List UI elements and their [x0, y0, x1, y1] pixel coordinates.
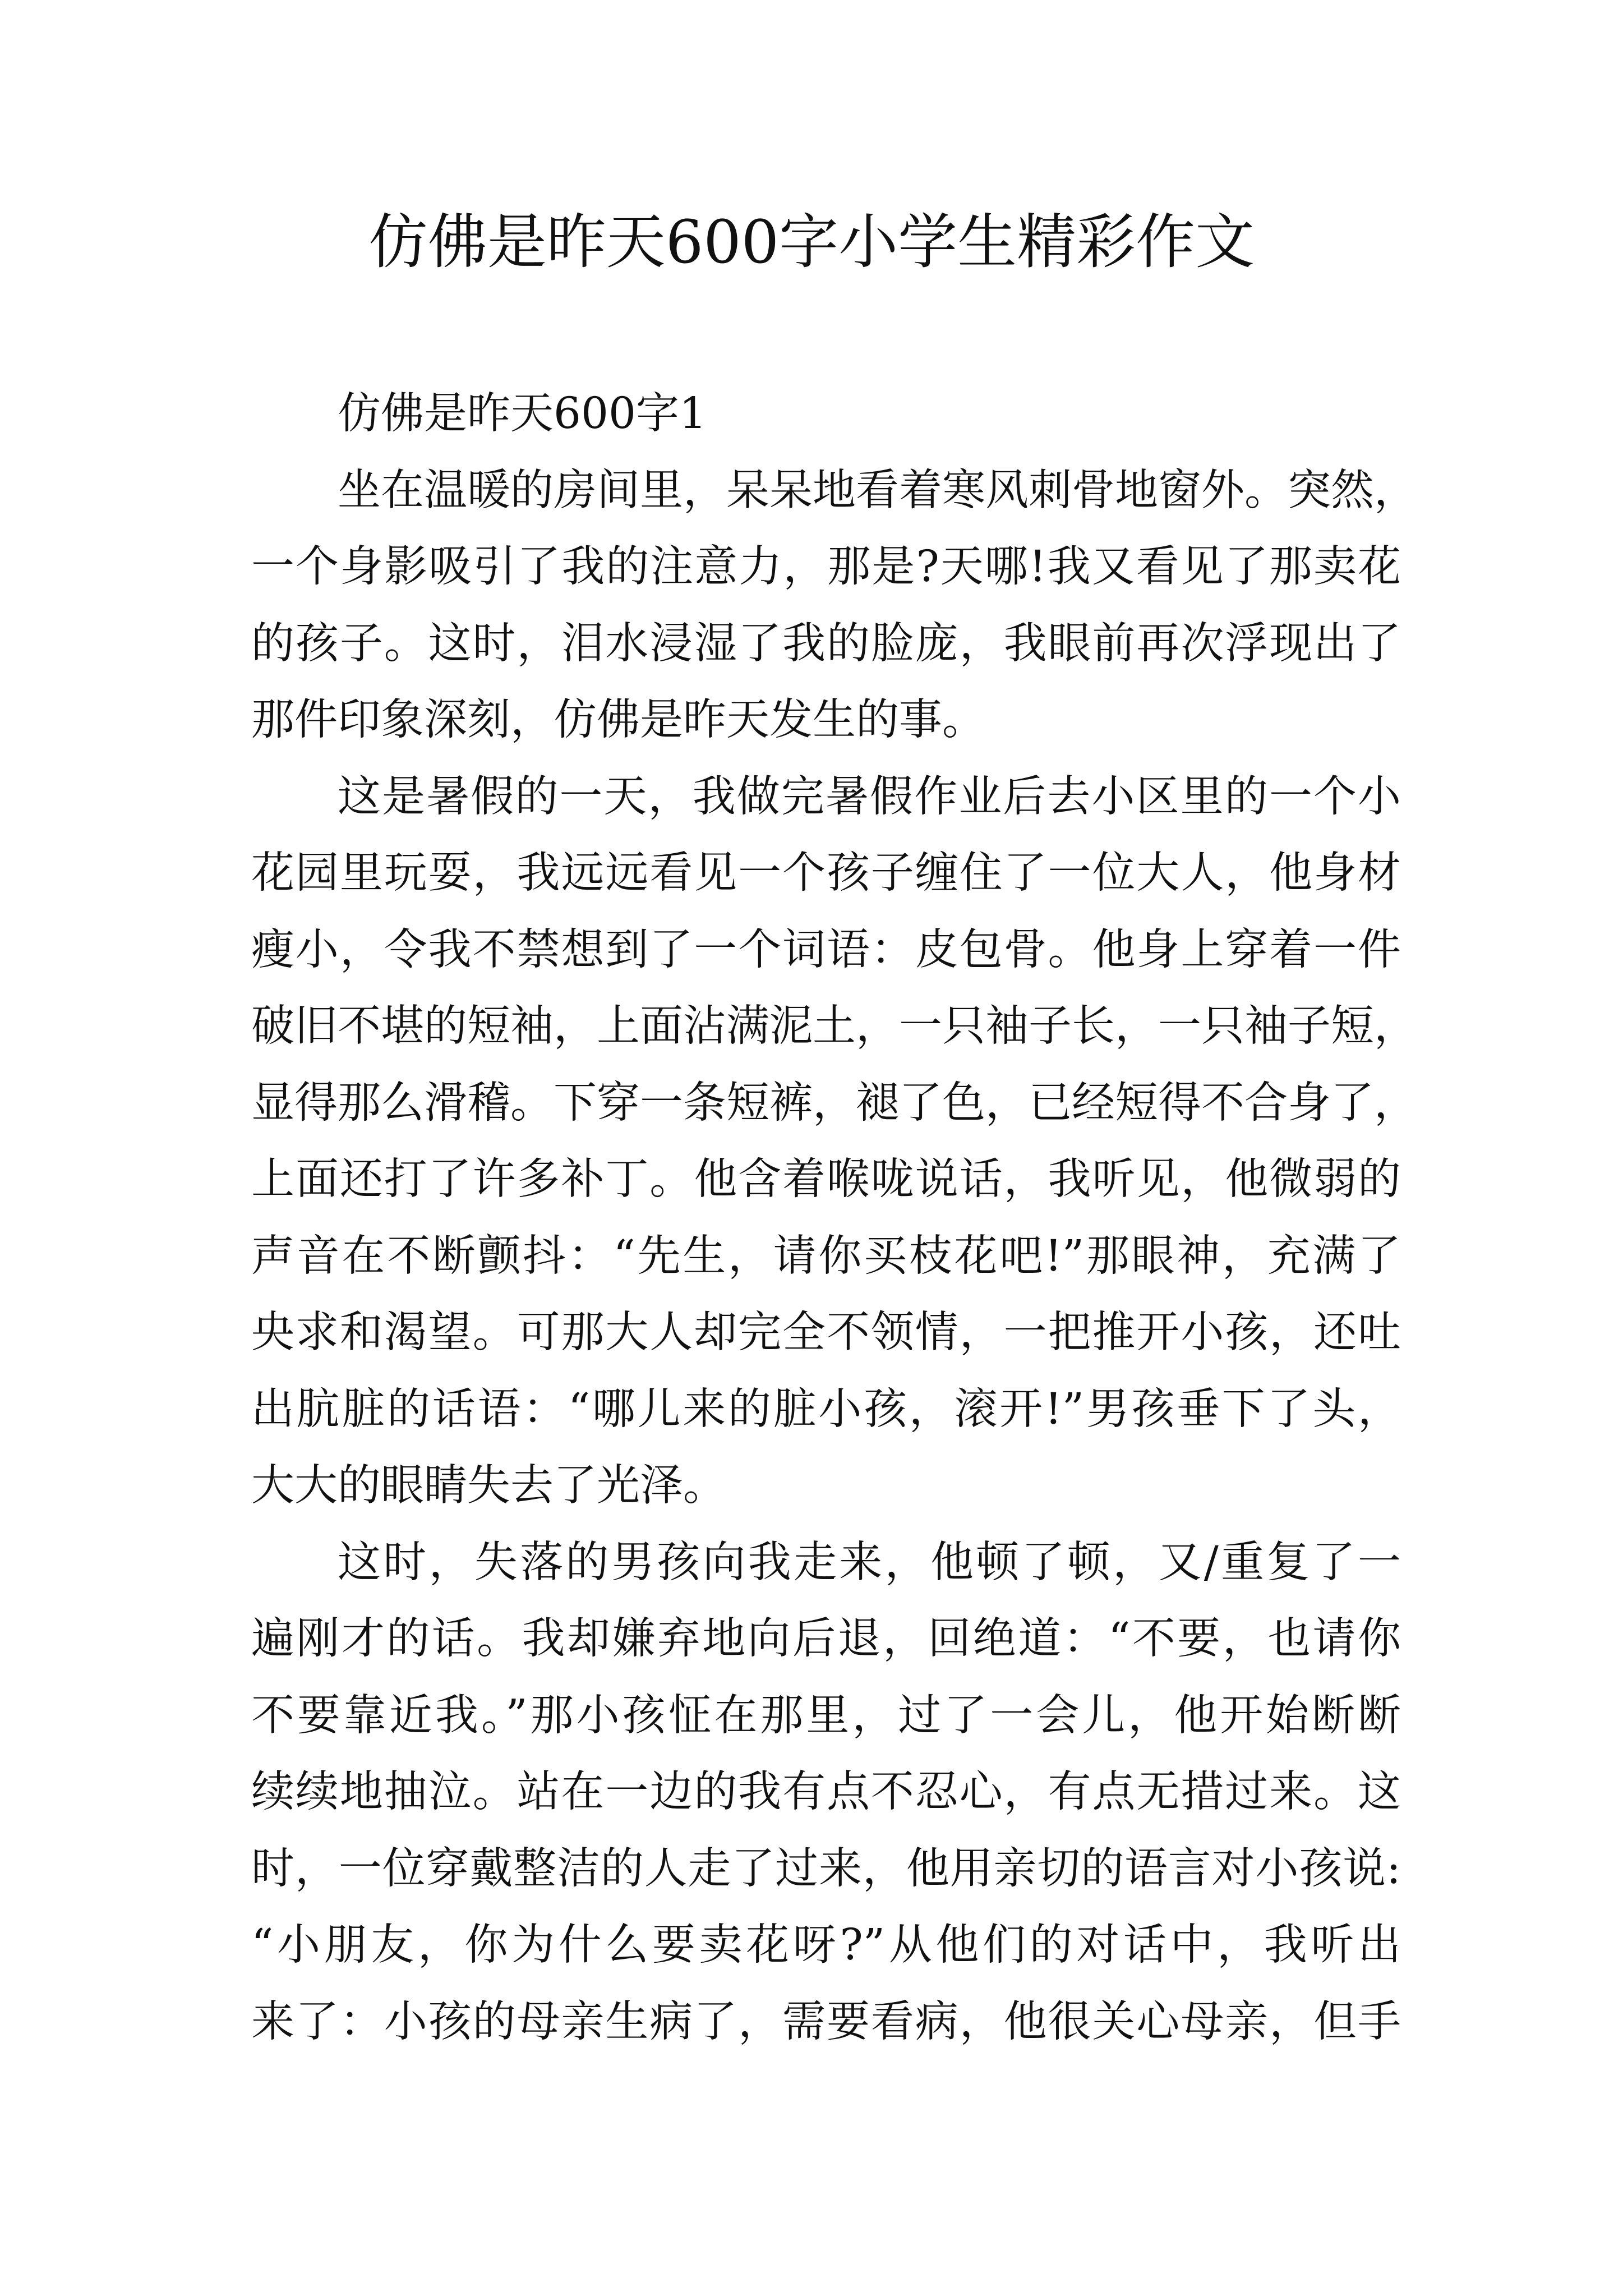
paragraph-line: 声音在不断颤抖：“先生，请你买枝花吧!”那眼神，充满了: [251, 1231, 1401, 1281]
paragraph-line: 出肮脏的话语：“哪儿来的脏小孩，滚开!”男孩垂下了头，: [251, 1384, 1401, 1434]
paragraph-line: 一个身影吸引了我的注意力，那是?天哪!我又看见了那卖花: [251, 542, 1401, 592]
paragraph-line: 瘦小，令我不禁想到了一个词语：皮包骨。他身上穿着一件: [251, 924, 1401, 975]
paragraph-line: 这是暑假的一天，我做完暑假作业后去小区里的一个小: [338, 771, 1401, 822]
paragraph-line: 那件印象深刻，仿佛是昨天发生的事。: [251, 695, 985, 745]
paragraph-line: 时，一位穿戴整洁的人走了过来，他用亲切的语言对小孩说:: [251, 1843, 1401, 1894]
paragraph-line: “小朋友，你为什么要卖花呀?”从他们的对话中，我听出: [251, 1920, 1401, 1970]
paragraph-line: 央求和渴望。可那大人却完全不领情，一把推开小孩，还吐: [251, 1308, 1401, 1358]
paragraph-line: 上面还打了许多补丁。他含着喉咙说话，我听见，他微弱的: [251, 1154, 1401, 1204]
paragraph-line: 的孩子。这时，泪水浸湿了我的脸庞，我眼前再次浮现出了: [251, 618, 1401, 669]
section-heading: 仿佛是昨天600字1: [338, 389, 707, 439]
paragraph-2: [251, 759, 1417, 1525]
document-body: [251, 376, 1417, 2060]
paragraph-1: [251, 453, 1417, 759]
paragraph-line: 这时，失落的男孩向我走来，他顿了顿，又/重复了一: [338, 1537, 1401, 1588]
paragraph-3: [251, 1525, 1401, 2061]
paragraph-line: 续续地抽泣。站在一边的我有点不忍心，有点无措过来。这: [251, 1767, 1401, 1817]
paragraph-line: 大大的眼睛失去了光泽。: [251, 1461, 726, 1511]
paragraph-line: 来了：小孩的母亲生病了，需要看病，他很关心母亲，但手: [251, 1996, 1401, 2047]
paragraph-line: 坐在温暖的房间里，呆呆地看着寒风刺骨地窗外。突然，: [338, 465, 1417, 516]
document-title: 仿佛是昨天600字小学生精彩作文: [368, 208, 1255, 277]
paragraph-line: 花园里玩耍，我远远看见一个孩子缠住了一位大人，他身材: [251, 848, 1401, 898]
paragraph-line: 遍刚才的话。我却嫌弃地向后退，回绝道：“不要，也请你: [251, 1614, 1401, 1664]
paragraph-line: 不要靠近我。”那小孩怔在那里，过了一会儿，他开始断断: [251, 1690, 1401, 1741]
paragraph-line: 显得那么滑稽。下穿一条短裤，褪了色，已经短得不合身了，: [251, 1078, 1417, 1128]
paragraph-line: 破旧不堪的短袖，上面沾满泥土，一只袖子长，一只袖子短，: [251, 1001, 1417, 1051]
